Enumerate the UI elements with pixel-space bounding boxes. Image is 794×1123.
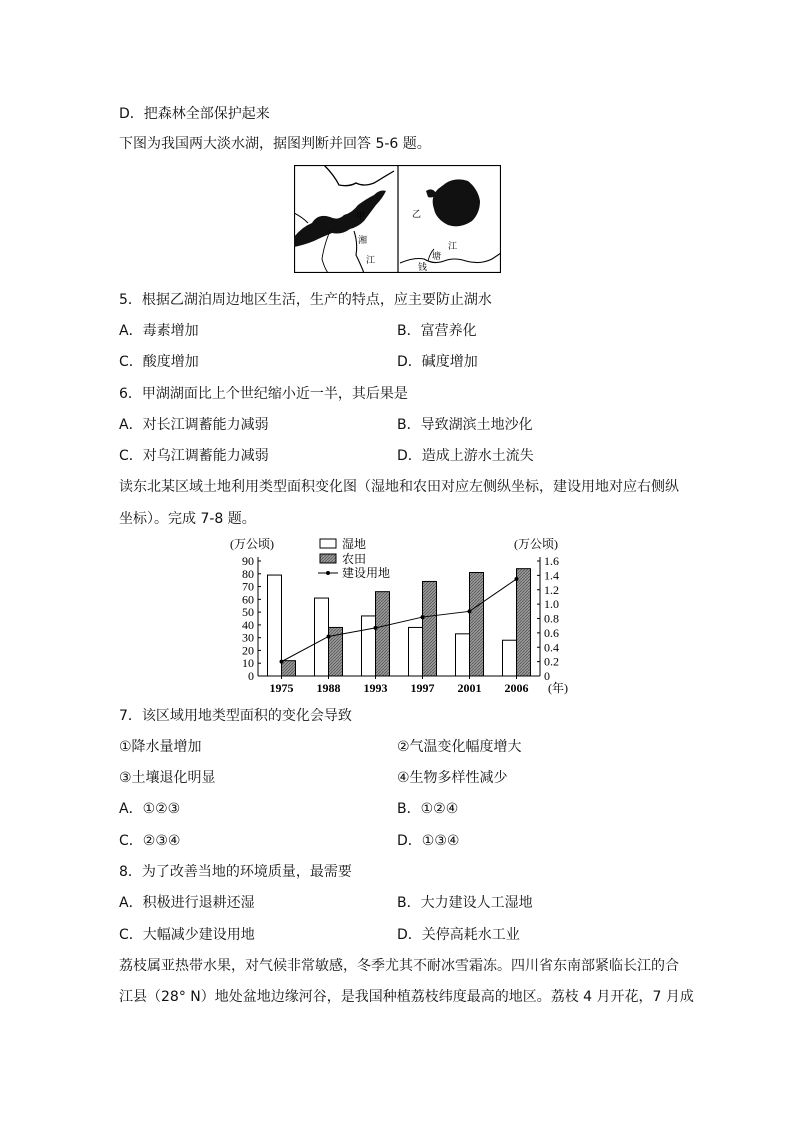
lake-map-figure [294, 165, 501, 273]
left-tick-label: 70 [242, 579, 254, 594]
q7-item-1: ①降水量增加 [119, 739, 202, 755]
question-5: 5．根据乙湖泊周边地区生活，生产的特点，应主要防止湖水 [119, 292, 492, 308]
right-axis-label: (万公顷) [514, 537, 558, 551]
bar-wetland [268, 575, 282, 676]
q8-option-b: B．大力建设人工湿地 [397, 895, 533, 911]
right-tick-label: 0.2 [544, 654, 559, 669]
point-construction-land [515, 577, 519, 581]
question-7: 7．该区域用地类型面积的变化会导致 [119, 708, 352, 724]
lychee-paragraph-line2: 江县（28° N）地处盆地边缘河谷，是我国种植荔枝纬度最高的地区。荔枝 4 月开花，7 月成 [119, 989, 694, 1005]
q5-option-c: C．酸度增加 [119, 354, 199, 370]
legend-swatch-wetland [320, 539, 336, 548]
left-axis-label: (万公顷) [230, 537, 274, 551]
bar-farmland [470, 573, 484, 677]
intro-q5-6: 下图为我国两大淡水湖，据图判断并回答 5-6 题。 [119, 136, 431, 152]
left-tick-label: 10 [242, 656, 254, 671]
label-jiang-right: 江 [448, 242, 458, 252]
label-yi: 乙 [412, 210, 422, 220]
lake-yi-panel [400, 179, 501, 273]
point-construction-land [280, 660, 284, 664]
x-axis-unit: (年) [548, 681, 568, 695]
q6-option-a: A．对长江调蓄能力减弱 [119, 417, 269, 433]
label-tang: 塘 [432, 252, 442, 262]
point-construction-land [374, 626, 378, 630]
label-xiang: 湘 [358, 236, 368, 246]
left-tick-label: 90 [242, 554, 254, 568]
q6-option-c: C．对乌江调蓄能力减弱 [119, 448, 269, 464]
q8-option-a: A．积极进行退耕还湿 [119, 895, 255, 911]
q6-option-d: D．造成上游水土流失 [397, 448, 534, 464]
q7-option-d: D．①③④ [397, 833, 460, 849]
left-tick-label: 30 [242, 630, 254, 645]
x-tick-label: 1997 [410, 681, 435, 695]
left-tick-label: 80 [242, 566, 254, 581]
lake-jia-panel [294, 165, 394, 273]
chart-legend [318, 536, 390, 580]
bar-farmland [423, 581, 437, 676]
lychee-paragraph-line1: 荔枝属亚热带水果，对气候非常敏感，冬季尤其不耐冰雪霜冻。四川省东南部紧临长江的合 [119, 958, 679, 974]
right-tick-label: 0.8 [544, 611, 559, 626]
q5-option-a: A．毒素增加 [119, 323, 199, 339]
left-tick-label: 0 [248, 669, 254, 683]
point-construction-land [468, 609, 472, 613]
q7-option-c: C．②③④ [119, 833, 181, 849]
x-tick-label: 2001 [457, 681, 482, 695]
question-8: 8．为了改善当地的环境质量，最需要 [119, 864, 352, 880]
x-tick-label: 1988 [316, 681, 341, 695]
bar-wetland [503, 640, 517, 676]
bar-wetland [362, 616, 376, 676]
q7-item-2: ②气温变化幅度增大 [397, 739, 522, 755]
right-tick-label: 0.6 [544, 625, 559, 640]
point-construction-land [421, 615, 425, 619]
question-6: 6．甲湖湖面比上个世纪缩小近一半，其后果是 [119, 386, 408, 402]
bar-wetland [456, 634, 470, 676]
q8-option-d: D．关停高耗水工业 [397, 927, 520, 943]
label-jia: 甲 [356, 212, 366, 222]
left-tick-label: 40 [242, 617, 254, 632]
x-tick-label: 1993 [363, 681, 388, 695]
right-tick-label: 1.4 [544, 568, 559, 583]
left-tick-label: 60 [242, 592, 254, 607]
q7-option-b: B．①②④ [397, 801, 459, 817]
point-construction-land [327, 634, 331, 638]
right-tick-label: 1.6 [544, 554, 559, 568]
label-jiang-left: 江 [366, 256, 376, 266]
chart-marks [268, 569, 531, 676]
option-d-previous: D．把森林全部保护起来 [119, 106, 270, 122]
legend-label-wetland: 湿地 [342, 537, 367, 551]
q5-option-b: B．富营养化 [397, 323, 477, 339]
intro-q7-8-line1: 读东北某区域土地利用类型面积变化图（湿地和农田对应左侧纵坐标，建设用地对应右侧纵 [119, 479, 679, 495]
x-tick-label: 1975 [269, 681, 294, 695]
left-tick-label: 50 [242, 605, 254, 620]
right-tick-label: 0 [544, 669, 550, 683]
left-tick-label: 20 [242, 643, 254, 658]
bar-farmland [376, 592, 390, 676]
x-tick-label: 2006 [504, 681, 529, 695]
legend-label-construction: 建设用地 [342, 566, 391, 580]
intro-q7-8-line2: 坐标）。完成 7-8 题。 [119, 511, 256, 527]
right-tick-label: 1.2 [544, 582, 559, 597]
legend-label-farmland: 农田 [342, 552, 367, 566]
q5-option-d: D．碱度增加 [397, 354, 478, 370]
bar-farmland [282, 661, 296, 676]
bar-farmland [517, 569, 531, 676]
q7-item-4: ④生物多样性减少 [397, 770, 508, 786]
right-tick-label: 0.4 [544, 640, 559, 655]
right-tick-label: 1.0 [544, 597, 559, 612]
bar-wetland [409, 627, 423, 676]
legend-point-construction [326, 571, 330, 575]
q7-item-3: ③土壤退化明显 [119, 770, 216, 786]
land-use-chart [228, 533, 578, 698]
q8-option-c: C．大幅减少建设用地 [119, 927, 255, 943]
q7-option-a: A．①②③ [119, 801, 181, 817]
label-qian: 钱 [418, 263, 428, 273]
q6-option-b: B．导致湖滨土地沙化 [397, 417, 533, 433]
legend-swatch-farmland [320, 554, 336, 563]
